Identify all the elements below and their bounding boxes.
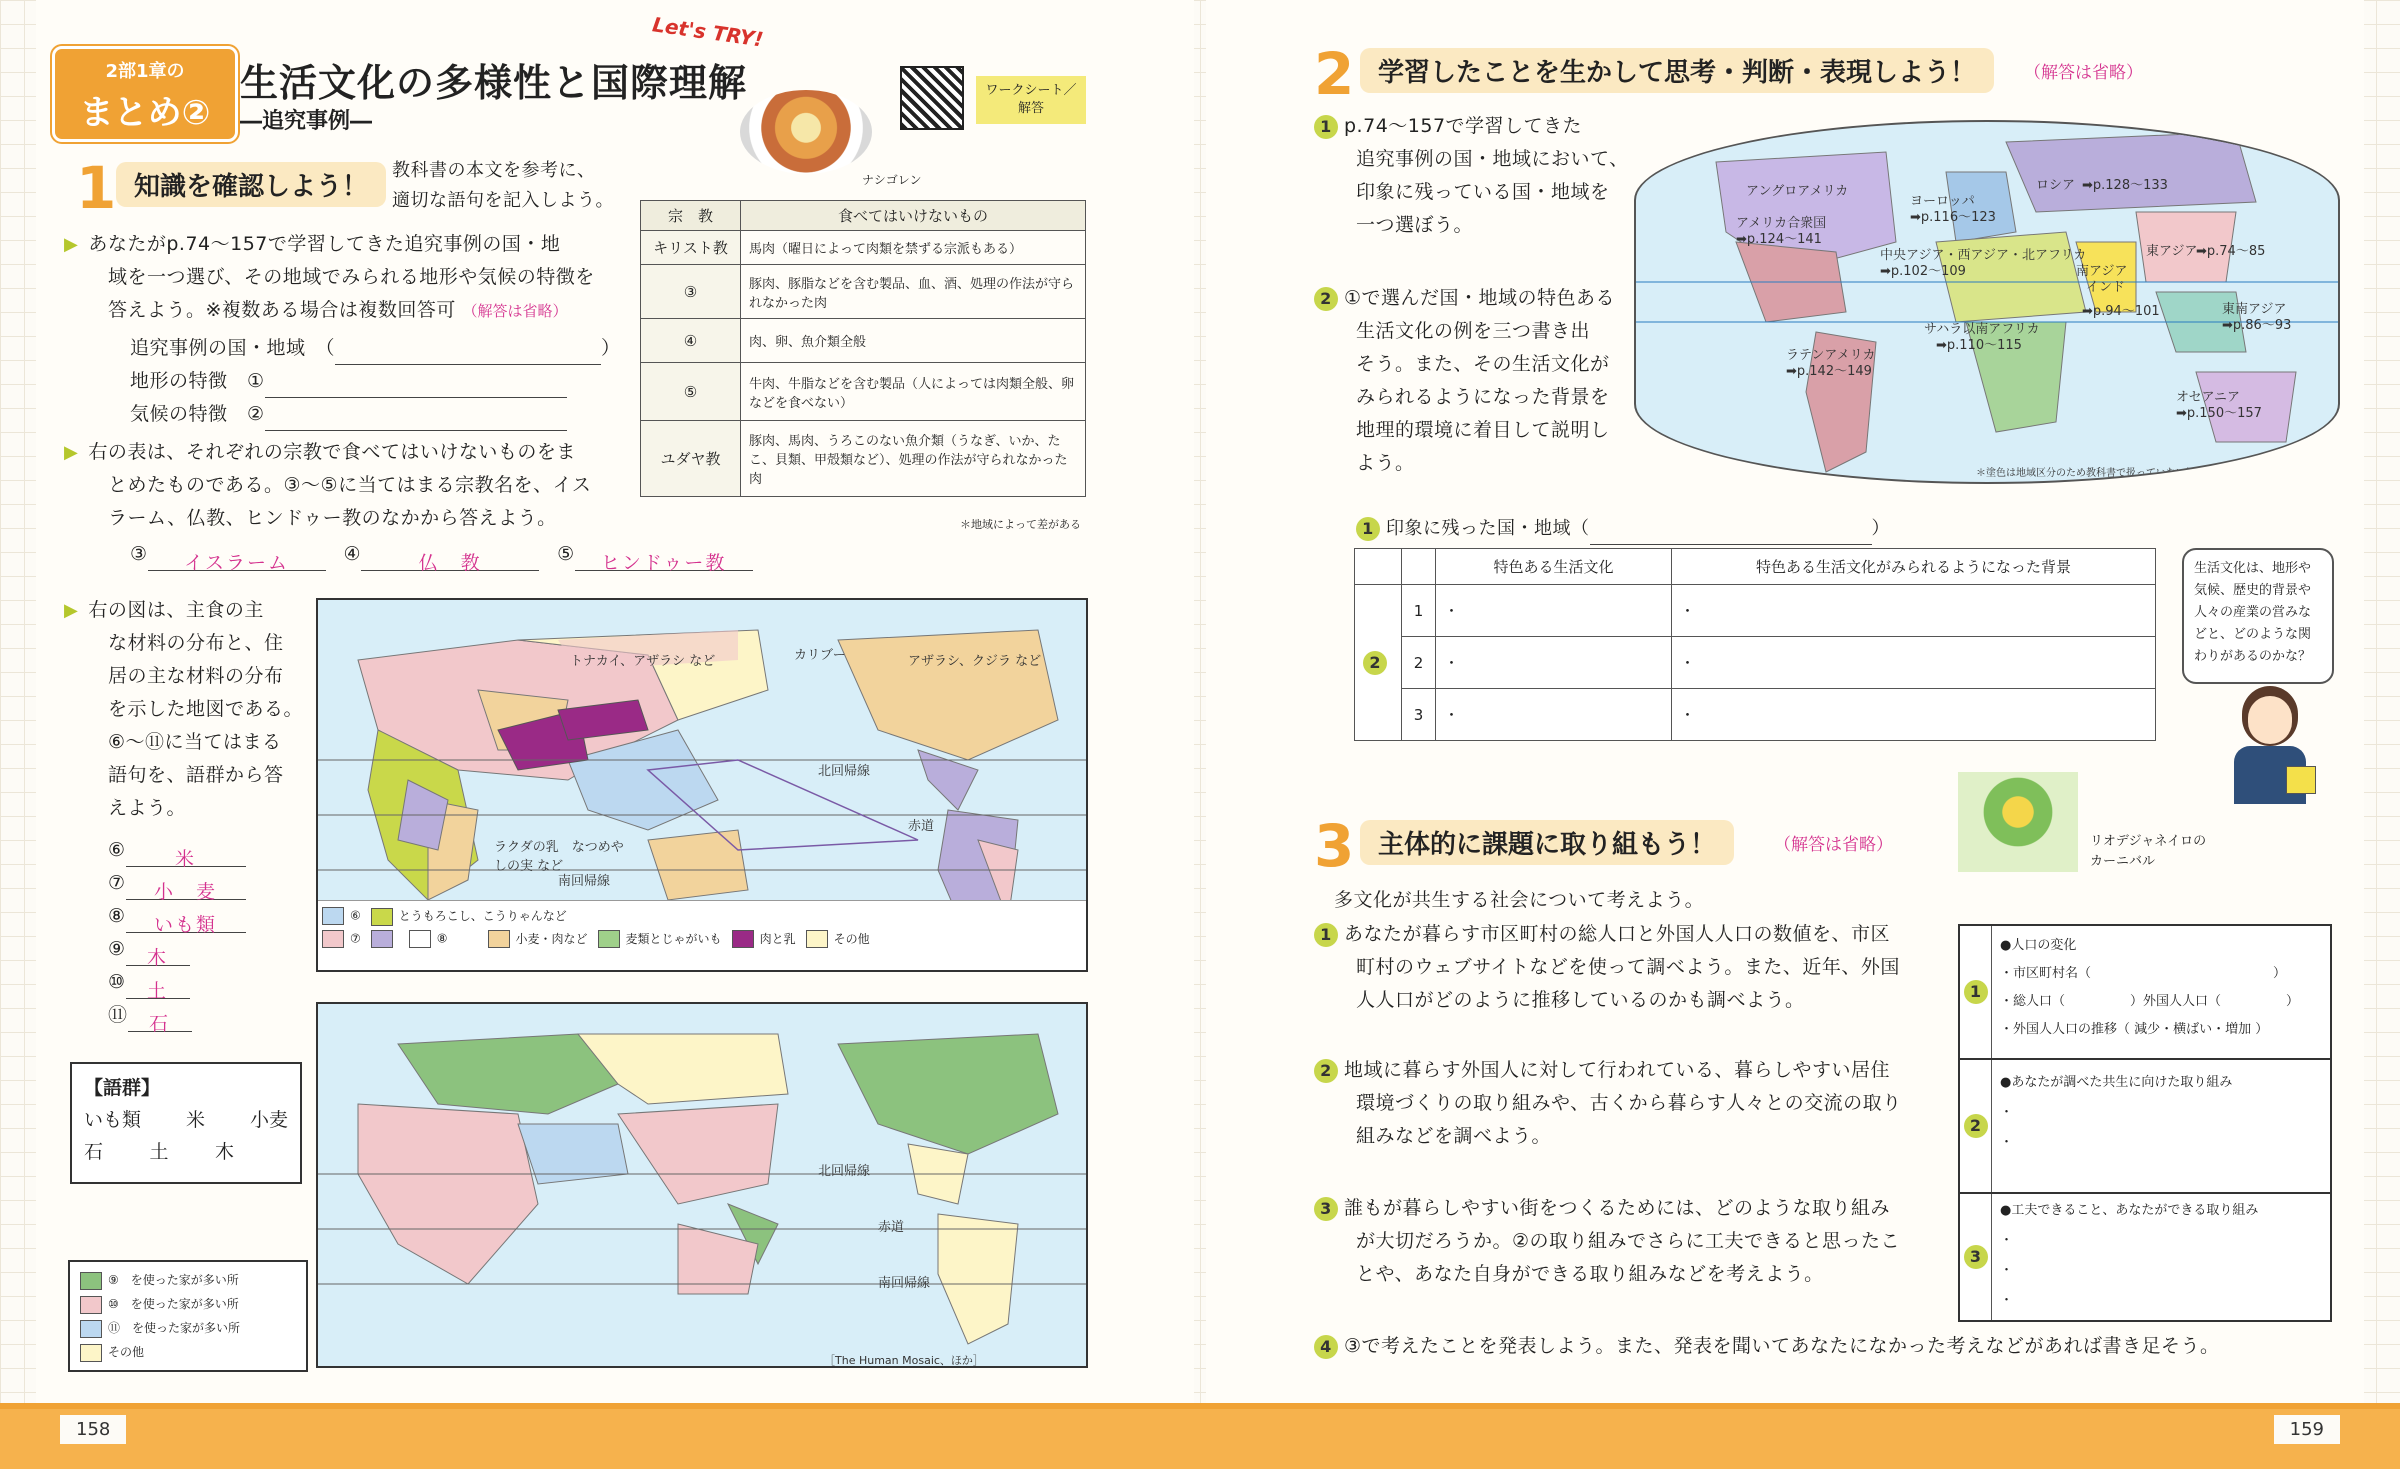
- map-source: ［The Human Mosaic、ほか］: [824, 1354, 984, 1367]
- housing-material-map-svg: [318, 1004, 1088, 1368]
- chapter-badge: [52, 46, 238, 142]
- number-badge: 2: [1314, 287, 1338, 311]
- background-input[interactable]: ・: [1672, 689, 2156, 741]
- answer-6[interactable]: 米: [126, 843, 246, 867]
- climate-input[interactable]: [265, 407, 567, 431]
- housing-legend: ⑨ を使った家が多い所 ⑩ を使った家が多い所 ⑪ を使った家が多い所 その他: [68, 1260, 308, 1372]
- section-3-intro: 多文化が共生する社会について考えよう。: [1334, 889, 1705, 911]
- region-ref: ➡p.116〜123: [1910, 210, 1996, 225]
- answer-4[interactable]: 仏 教: [361, 547, 539, 571]
- answer-omitted-note: （解答は省略）: [462, 302, 568, 320]
- table-cell: ④: [641, 319, 741, 363]
- impression-input[interactable]: [1590, 521, 1872, 545]
- culture-table: 特色ある生活文化 特色ある生活文化がみられるようになった背景 2 1 ・ ・ 2 ・ ・ 3 ・ ・: [1354, 548, 2156, 741]
- number-badge: 2: [1363, 651, 1387, 675]
- legend-swatch: [409, 930, 431, 948]
- worksheet-tag[interactable]: ワークシート／解答: [976, 76, 1086, 124]
- number-badge: 1: [1314, 115, 1338, 139]
- section-3-q4: 4 ③で考えたことを発表しよう。また、発表を聞いてあなたになかった考えなどがあれば書き足そう。: [1314, 1330, 2294, 1363]
- table-cell: 豚肉、豚脂などを含む製品、血、酒、処理の作法が守られなかった肉: [741, 265, 1086, 319]
- answer-7[interactable]: 小 麦: [126, 876, 246, 900]
- map-label: ラクダの乳 なつめやしの実 など: [494, 840, 624, 874]
- question-3: ▶ 右の図は、主食の主 な材料の分布と、住 居の主な材料の分布 を示した地図である。 ⑥〜⑪に当てはまる 語句を、語群から答 えよう。: [64, 599, 304, 819]
- legend-swatch: [598, 930, 620, 948]
- table-cell: キリスト教: [641, 231, 741, 265]
- section-3-q2: 2 地域に暮らす外国人に対して行われている、暮らしやすい居住 環境づくりの取り組みや、古くから暮らす人々との交流の取り 組みなどを調べよう。: [1314, 1054, 1954, 1153]
- table-header: 特色ある生活文化がみられるようになった背景: [1672, 549, 2156, 585]
- number-badge: 3: [1314, 1197, 1338, 1221]
- number-badge: 4: [1314, 1335, 1338, 1359]
- table-header: 食べてはいけないもの: [741, 201, 1086, 231]
- lets-try-label: Let's TRY!: [650, 12, 765, 52]
- legend-swatch: [80, 1272, 102, 1290]
- section-1-number: 1: [76, 154, 117, 222]
- region-ref: ➡p.94〜101: [2082, 304, 2160, 319]
- triangle-icon: ▶: [64, 600, 79, 621]
- photo-caption: リオデジャネイロの カーニバル: [2090, 834, 2207, 869]
- impression-field: 1 印象に残った国・地域（ ）: [1356, 512, 1890, 545]
- answer-10[interactable]: 土: [126, 975, 190, 999]
- map-label: 南回帰線: [558, 874, 611, 889]
- table-note: ＊地域によって差がある: [960, 518, 1081, 531]
- section-2-number: 2: [1314, 40, 1355, 108]
- region-label: アメリカ合衆国: [1736, 216, 1827, 231]
- region-label: 東アジア: [2146, 244, 2198, 259]
- section-2-q1: 1 p.74〜157で学習してきた 追究事例の国・地域において、 印象に残っている国・地域を 一つ選ぼう。: [1314, 110, 1654, 242]
- map-label: 北回帰線: [818, 1164, 871, 1179]
- region-ref: ➡p.128〜133: [2082, 178, 2168, 193]
- answer-5[interactable]: ヒンドゥー教: [575, 547, 753, 571]
- region-ref: ➡p.142〜149: [1786, 364, 1872, 379]
- table-header: 特色ある生活文化: [1436, 549, 1672, 585]
- region-label: サハラ以南アフリカ: [1924, 322, 2040, 337]
- badge-top-text: 2部1章の: [105, 61, 185, 82]
- section-3-note: （解答は省略）: [1774, 835, 1893, 855]
- culture-input[interactable]: ・: [1436, 585, 1672, 637]
- section-3-q1: 1 あなたが暮らす市区町村の総人口と外国人人口の数値を、市区 町村のウェブサイトなどを使って調べよう。また、近年、外国 人人口がどのように推移しているのかも調べよう。: [1314, 918, 1954, 1017]
- region-ref: ➡p.150〜157: [2176, 406, 2262, 421]
- number-badge: 2: [1314, 1059, 1338, 1083]
- legend-swatch: [80, 1296, 102, 1314]
- initiatives-box: 2 ●あなたが調べた共生に向けた取り組み ・ ・: [1958, 1060, 2332, 1194]
- map-label: 南回帰線: [878, 1276, 931, 1291]
- legend-swatch: [806, 930, 828, 948]
- religion-table: [640, 200, 1086, 497]
- region-label: アングロアメリカ: [1746, 184, 1849, 199]
- triangle-icon: ▶: [64, 442, 79, 463]
- table-header: 宗 教: [641, 201, 741, 231]
- religion-answers: ③ イスラーム ④ 仏 教 ⑤ ヒンドゥー教: [130, 538, 810, 571]
- question-1-fields: 追究事例の国・地域 （ ） 地形の特徴 ① 気候の特徴 ②: [130, 332, 630, 431]
- table-cell: ③: [641, 265, 741, 319]
- map-answers: ⑥ 米 ⑦ 小 麦 ⑧ いも類 ⑨ 木 ⑩ 土 ⑪ 石: [108, 834, 308, 1032]
- legend-swatch: [80, 1344, 102, 1362]
- table-cell: 豚肉、馬肉、うろこのない魚介類（うなぎ、いか、たこ、貝類、甲殻類など）、処理の作法が守られなかった肉: [741, 421, 1086, 497]
- word-bank: 【語群】 いも類 米 小麦 石 土 木: [70, 1062, 302, 1184]
- page-footer: [0, 1403, 2400, 1469]
- student-character: [2220, 686, 2320, 806]
- background-input[interactable]: ・: [1672, 637, 2156, 689]
- region-label: ヨーロッパ: [1910, 194, 1975, 209]
- section-1-heading: 知識を確認しよう！: [116, 162, 386, 207]
- number-badge: 3: [1964, 1245, 1988, 1269]
- legend-swatch: [322, 907, 344, 925]
- map-label: カリブー: [794, 648, 846, 663]
- section-2-heading: 学習したことを生かして思考・判断・表現しよう！: [1360, 48, 1994, 93]
- culture-input[interactable]: ・: [1436, 637, 1672, 689]
- speech-bubble: 生活文化は、地形や 気候、歴史的背景や 人々の産業の営みな どと、どのような関 わりがあるのかな？: [2182, 548, 2334, 684]
- map-label: 北回帰線: [818, 764, 871, 779]
- number-badge: 1: [1314, 923, 1338, 947]
- legend-swatch: [322, 930, 344, 948]
- region-label: 南アジア: [2076, 264, 2128, 279]
- region-label: インド: [2086, 280, 2126, 295]
- region-ref: ➡p.110〜115: [1936, 338, 2022, 353]
- legend-swatch: [371, 908, 393, 926]
- answer-9[interactable]: 木: [126, 942, 190, 966]
- country-input[interactable]: [335, 341, 601, 365]
- subtitle: ―追究事例―: [240, 109, 373, 134]
- section-3-heading: 主体的に課題に取り組もう！: [1360, 820, 1734, 865]
- region-label: オセアニア: [2176, 390, 2240, 405]
- question-1: ▶ あなたがp.74〜157で学習してきた追究事例の国・地 域を一つ選び、その地域でみられる地形や気候の特徴を 答えよう。※複数ある場合は複数回答可 （解答は省略）: [64, 233, 595, 321]
- word-bank-title: 【語群】: [84, 1077, 161, 1099]
- table-cell: 肉、卵、魚介類全般: [741, 319, 1086, 363]
- number-badge: 1: [1356, 517, 1380, 541]
- ideas-box: 3 ●工夫できること、あなたができる取り組み ・ ・ ・: [1958, 1194, 2332, 1322]
- badge-bottom-text: まとめ②: [79, 93, 211, 133]
- population-box: 1 ●人口の変化 ・市区町村名（ ） ・総人口（ ）外国人人口（ ） ・外国人人口の推移（ 減少・横ばい・増加 ）: [1958, 924, 2332, 1060]
- answer-8[interactable]: いも類: [126, 909, 246, 933]
- table-cell: 馬肉（曜日によって肉類を禁ずる宗派もある）: [741, 231, 1086, 265]
- legend-swatch: [371, 930, 393, 948]
- table-cell: 牛肉、牛脂などを含む製品（人によっては肉類全般、卵などを食べない）: [741, 363, 1086, 421]
- answer-3[interactable]: イスラーム: [148, 547, 326, 571]
- map-label: トナカイ、アザラシ など: [570, 654, 716, 669]
- map-legend: ⑥ とうもろこし、こうりゃんなど ⑦ ⑧ 小麦・肉など 麦類とじゃがいも 肉と乳 その他: [318, 900, 1088, 972]
- region-ref: ➡p.102〜109: [1880, 264, 1966, 279]
- region-map: [1634, 120, 2340, 484]
- section-1-intro: 教科書の本文を参考に、 適切な語句を記入しよう。: [392, 160, 614, 211]
- region-ref: ➡p.74〜85: [2196, 244, 2266, 259]
- section-3-q3: 3 誰もが暮らしやすい街をつくるためには、どのような取り組み が大切だろうか。②の取り組みでさらに工夫できると思ったこ とや、あなた自身ができる取り組みなどを考えよう。: [1314, 1192, 1954, 1291]
- food-photo: [740, 90, 872, 174]
- staple-food-map: [316, 598, 1088, 972]
- map-label: アザラシ、クジラ など: [908, 654, 1042, 669]
- region-ref: ➡p.124〜141: [1736, 232, 1822, 247]
- legend-swatch: [732, 930, 754, 948]
- page-number-left: 158: [60, 1415, 126, 1444]
- section-2-note: （解答は省略）: [2024, 63, 2143, 83]
- background-input[interactable]: ・: [1672, 585, 2156, 637]
- region-ref: ➡p.86〜93: [2222, 318, 2292, 333]
- food-caption: ナシゴレン: [862, 173, 922, 187]
- map-note: ＊塗色は地域区分のため教科書で扱っていない国を含む: [1976, 468, 2226, 479]
- table-cell: ユダヤ教: [641, 421, 741, 497]
- answer-11[interactable]: 石: [128, 1008, 192, 1032]
- qr-code[interactable]: [900, 66, 964, 130]
- region-label: ロシア: [2036, 178, 2076, 193]
- region-label: 東南アジア: [2222, 302, 2287, 317]
- carnival-photo: [1958, 772, 2078, 872]
- legend-swatch: [488, 930, 510, 948]
- page-number-right: 159: [2274, 1415, 2340, 1444]
- region-label: 中央アジア・西アジア・北アフリカ: [1880, 248, 2087, 263]
- culture-input[interactable]: ・: [1436, 689, 1672, 741]
- triangle-icon: ▶: [64, 234, 79, 255]
- landform-input[interactable]: [265, 374, 567, 398]
- number-badge: 1: [1964, 980, 1988, 1004]
- map-label: 赤道: [908, 819, 935, 834]
- map-label: 赤道: [878, 1220, 905, 1235]
- number-badge: 2: [1964, 1114, 1988, 1138]
- section-3-number: 3: [1314, 812, 1355, 880]
- title: 生活文化の多様性と国際理解: [240, 61, 748, 105]
- legend-swatch: [80, 1320, 102, 1338]
- housing-material-map: [316, 1002, 1088, 1368]
- region-label: ラテンアメリカ: [1786, 348, 1876, 363]
- section-2-q2: 2 ①で選んだ国・地域の特色ある 生活文化の例を三つ書き出 そう。また、その生活文化が みられるようになった背景を 地理的環境に着目して説明し よう。: [1314, 282, 1654, 480]
- table-cell: ⑤: [641, 363, 741, 421]
- question-2: ▶ 右の表は、それぞれの宗教で食べてはいけないものをま とめたものである。③〜⑤に当てはまる宗教名を、イス ラーム、仏教、ヒンドゥー教のなかから答えよう。: [64, 441, 592, 529]
